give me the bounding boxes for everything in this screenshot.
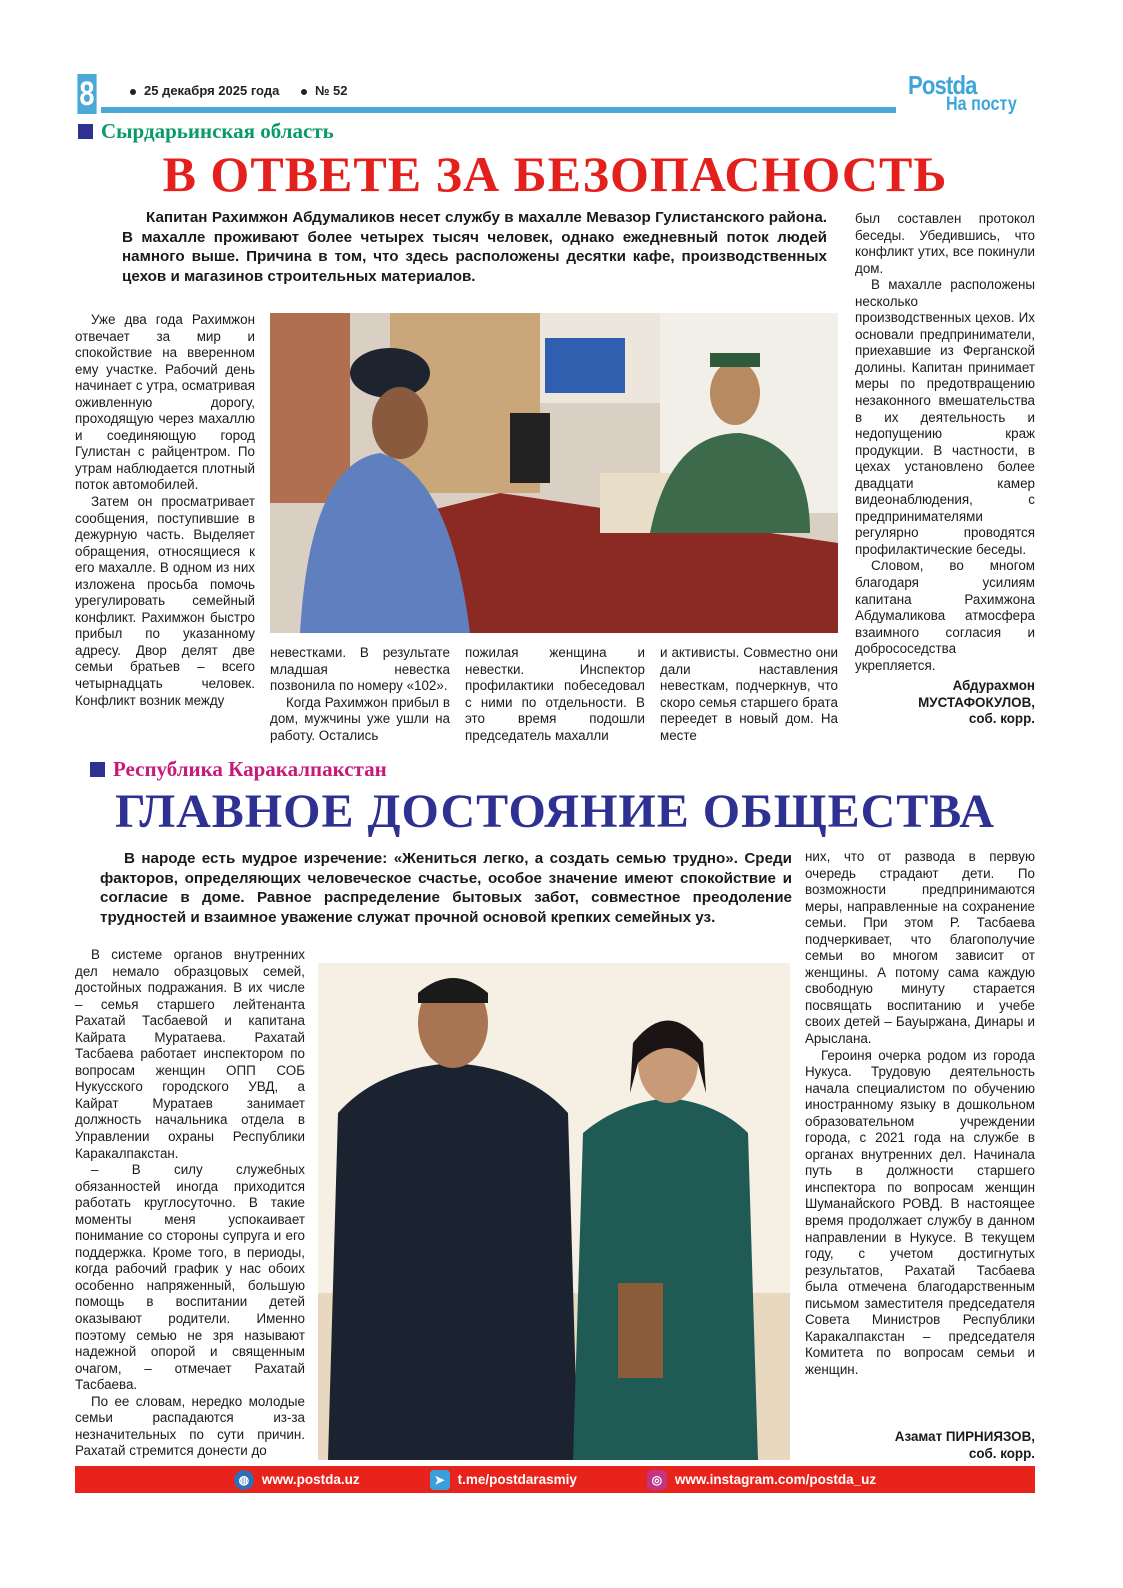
article2-photo [318,963,790,1460]
article1-byline [855,678,1035,728]
paragraph: Героиня очерка родом из города Нукуса. Трудовую деятельность начала специалистом по обучению иностранному языку в дошкольном образовательном учреждении города, с 2021 года на службе в органах внутренних дел. Начинала путь в должности старшего инспектора по вопросам женщин Шуманайского РОВД. В настоящее время продолжает службу в данном направлении в Нукусе. В текущем году, с учетом достигнутых результатов, Рахатай Тасбаева была отмечена благодарственным письмом заместителя председателя Совета Министров Республики Каракалпакстан – председателя Комитета по вопросам семьи и женщин. [805,1047,1035,1377]
section-label-2 [90,757,387,782]
section-square-icon [78,124,93,139]
issue-text: № 52 [314,83,348,98]
paragraph: По ее словам, нередко молодые семьи распадаются из-за незначительных по сути причин. Рахатай стремится донести до [75,1393,305,1459]
author-first-name: Азамат [894,1429,943,1444]
website-link[interactable] [234,1470,360,1490]
paragraph: Затем он просматривает сообщения, поступившие в дежурную часть. Выделяет обращения, относящиеся к его махалле. В одном из них изложена просьба помочь урегулировать семейный конфликт. Рахимжон быстро прибыл по указанному адресу. Двор делят две семьи братьев – всего четырнадцать человек. Конфликт возник между [75,494,255,708]
article2-lead: В народе есть мудрое изречение: «Жениться легко, а создать семью трудно». Среди факторов, определяющих человеческое счастье, особое значение имеют спокойствие и согласие в доме. Равное распределение бытовых забот, совместное преодоление трудностей и взаимное уважение служат прочной основой крепких семейных уз. [100,850,792,926]
instagram-icon: ◎ [647,1470,667,1490]
author-first-name: Абдурахмон [952,678,1035,694]
article1-headline: В ОТВЕТЕ ЗА БЕЗОПАСНОСТЬ [162,146,948,202]
paragraph: них, что от развода в первую очередь страдают дети. По возможности предпринимаются меры, направленные на сохранение семьи. При этом Р. Тасбаева подчеркивает, что благополучие семьи во многом зависит от женщины. А потому сама каждую свободную минуту старается посвящать воспитанию и учебе своих детей – Бауыржана, Динары и Арыслана. [805,849,1035,1047]
header-rule [101,107,896,113]
section-title: Сырдарьинская область [101,119,334,143]
section-title: Республика Каракалпакстан [113,757,387,781]
website-text: www.postda.uz [261,1472,360,1487]
paragraph: – В силу служебных обязанностей иногда приходится работать круглосуточно. В такие моменты меня успокаивает понимание со стороны супруга и его поддержка. Кроме того, в периоды, когда рабочий график у нас обоих особенно напряженный, большую помощь в воспитании детей оказывают родители. Именно поэтому семью не зря называют надежной опорой и священным очагом, – отмечает Рахатай Тасбаева. [75,1162,305,1393]
article2-headline: ГЛАВНОЕ ДОСТОЯНИЕ ОБЩЕСТВА [115,785,995,838]
newspaper-logo [908,72,1029,114]
author-last-name: МУСТАФОКУЛОВ, [918,694,1035,710]
author-role: соб. корр. [968,711,1035,727]
telegram-icon: ➤ [430,1470,450,1490]
section-label-1 [78,119,334,144]
article2-byline [805,1429,1035,1462]
page-number: 8 [77,74,96,114]
globe-icon: ◍ [234,1470,254,1490]
article1-lead: Капитан Рахимжон Абдумаликов несет службу в махалле Мевазор Гулистанского района. В махалле проживают более четырех тысяч человек, однако ежедневный поток людей намного выше. Причина в том, что здесь расположены десятки кафе, производственных цехов и магазинов строительных материалов. [122,209,827,285]
author-role: соб. корр. [968,1445,1035,1461]
paragraph: В системе органов внутренних дел немало образцовых семей, достойных подражания. В их числе – семья старшего лейтенанта Рахатай Тасбаевой и капитана Кайрата Муратаева. Рахатай Тасбаева работает инспектором по вопросам женщин ОПП СОБ Нукусского городского УВД, а Кайрат Муратаев занимает должность начальника отдела в Управлении охраны Республики Каракалпакстан. [75,947,305,1161]
article2-col2 [805,849,1035,1379]
paragraph: Уже два года Рахимжон отвечает за мир и спокойствие на вверенном ему участке. Рабочий день начинает с утра, осматривая оживленную дорогу, проходящую через махаллю и соединяющую город Гулистан с райцентром. По утрам наблюдается плотный поток автомобилей. [75,312,255,493]
issue-header [130,83,366,98]
article1-col2 [270,645,450,744]
author-last-name: ПИРНИЯЗОВ, [945,1429,1035,1444]
article1-col1 [75,312,255,709]
article1-col5 [855,211,1035,728]
article1-col4 [660,645,838,744]
article1-photo [270,313,838,633]
paragraph: пожилая женщина и невестки. Инспектор профилактики побеседовал с ними по отдельности. В это время подошли председатель махалли [465,645,645,743]
paragraph: и активисты. Совместно они дали наставления невесткам, подчеркнув, что скоро семья старшего брата переедет в новый дом. На месте [660,645,838,743]
issue-date [130,83,279,98]
issue-number [301,83,348,98]
instagram-text: www.instagram.com/postda_uz [674,1472,877,1487]
paragraph: Когда Рахимжон прибыл в дом, мужчины уже ушли на работу. Остались [270,694,450,743]
article1-col3 [465,645,645,744]
section-square-icon [90,762,105,777]
telegram-text: t.me/postdarasmiy [457,1472,577,1487]
paragraph: невестками. В результате младшая невестка позвонила по номеру «102». [270,645,450,694]
paragraph: Словом, во многом благодаря усилиям капитана Рахимжона Абдумаликова атмосфера взаимного согласия и добрососедства укрепляется. [855,558,1035,673]
paragraph: был составлен протокол беседы. Убедившись, что конфликт утих, все покинули дом. [855,211,1035,276]
date-text: 25 декабря 2025 года [144,83,280,98]
article2-col1 [75,947,305,1460]
footer-bar [75,1466,1035,1493]
logo-line2: На посту [946,94,1017,115]
instagram-link[interactable] [647,1470,876,1490]
logo-line1: Postda [908,70,977,100]
paragraph: В махалле расположены несколько производственных цехов. Их основали предприниматели, приехавшие из Ферганской долины. Капитан принимает меры по предотвращению незаконного вмешательства в их деятельность и недопущению краж продукции. В частности, в цехах установлено более двадцати камер видеонаблюдения, с предпринимателями регулярно проводятся профилактические беседы. [855,277,1035,557]
telegram-link[interactable] [430,1470,577,1490]
